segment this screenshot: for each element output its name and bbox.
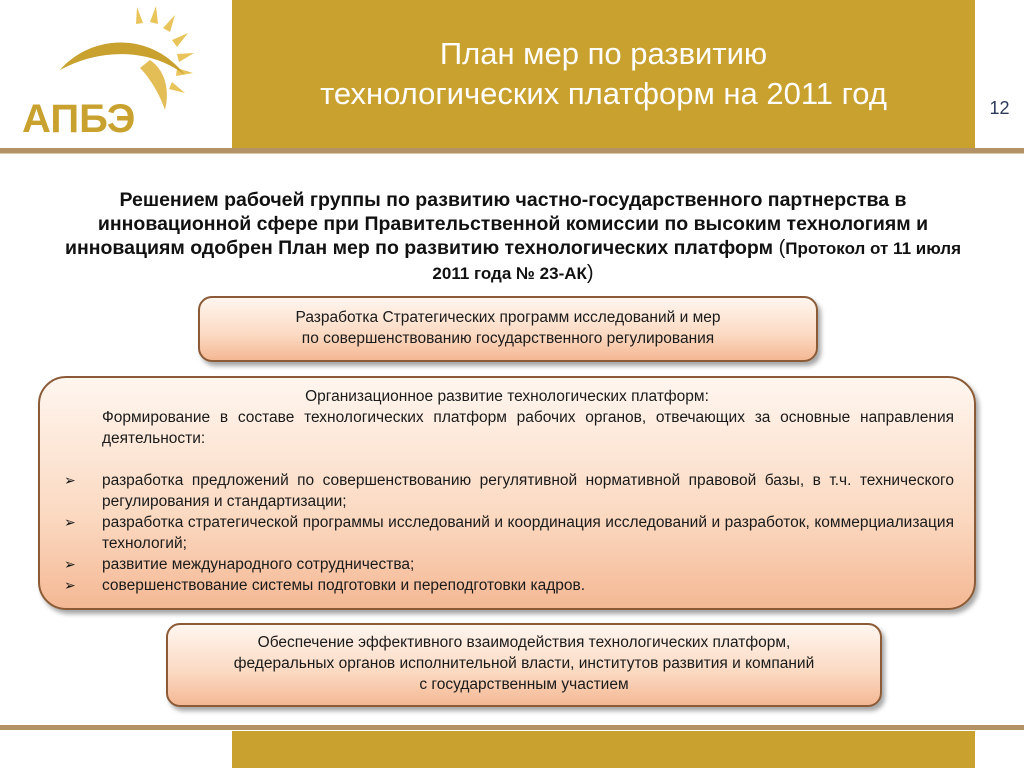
- checkmark-arrow-icon: ➢: [64, 556, 76, 572]
- checkmark-arrow-icon: ➢: [64, 577, 76, 593]
- footer-divider: [0, 725, 1024, 730]
- list-item: ➢ разработка предложений по совершенствованию регулятивной нормативной правовой базы, в т.ч. технического регулирования и стандартизации;: [64, 472, 954, 510]
- page-number-box: [975, 0, 1024, 148]
- page-title-line-1: План мер по развитию: [439, 36, 768, 71]
- box3-line-3: с государственным участием: [419, 676, 629, 693]
- strategic-programs-box: [198, 296, 818, 362]
- box3-line-2: федеральных органов исполнительной власти, институтов развития и компаний: [233, 655, 815, 672]
- header-divider-thin: [0, 153, 1024, 154]
- intro-text: [48, 188, 978, 286]
- intro-open-paren: (: [773, 237, 786, 259]
- box1-line-1: Разработка Стратегических программ исследований и мер: [295, 309, 721, 326]
- box2-heading: Организационное развитие технологических платформ:: [305, 388, 709, 405]
- logo: [0, 0, 232, 148]
- intro-protocol: Протокол от 11 июля 2011 года № 23-АК: [432, 239, 962, 283]
- box2-paragraph: Формирование в составе технологических платформ рабочих органов, отвечающих за основные направления деятельности:: [102, 409, 954, 447]
- list-item: ➢ разработка стратегической программы исследований и координация исследований и разработок, коммерциализация технологий;: [64, 514, 954, 552]
- logo-sun-icon: [0, 0, 232, 148]
- list-item: ➢ развитие международного сотрудничества;: [64, 556, 415, 573]
- organizational-development-box: [38, 376, 976, 610]
- interaction-box: [166, 623, 882, 707]
- box2-list: [40, 470, 974, 596]
- svg-text:АПБЭ: АПБЭ: [22, 97, 136, 141]
- box1-line-2: по совершенствованию государственного регулирования: [301, 330, 715, 347]
- page-number: 12: [989, 98, 1010, 118]
- list-item: ➢ совершенствование системы подготовки и переподготовки кадров.: [64, 577, 586, 594]
- intro-close-paren: ): [586, 262, 594, 284]
- intro-main: Решением рабочей группы по развитию частно-государственного партнерства в инновационной сфере при Правительственной комиссии по высоким технологиям и инновациям одобрен План мер по развитию технологических платформ: [64, 189, 929, 259]
- checkmark-arrow-icon: ➢: [64, 472, 76, 488]
- page-title-line-2: технологических платформ на 2011 год: [320, 76, 887, 111]
- title-banner: [232, 0, 975, 148]
- checkmark-arrow-icon: ➢: [64, 514, 76, 530]
- header: [0, 0, 1024, 148]
- footer-banner: [232, 731, 975, 768]
- box3-line-1: Обеспечение эффективного взаимодействия технологических платформ,: [257, 634, 791, 651]
